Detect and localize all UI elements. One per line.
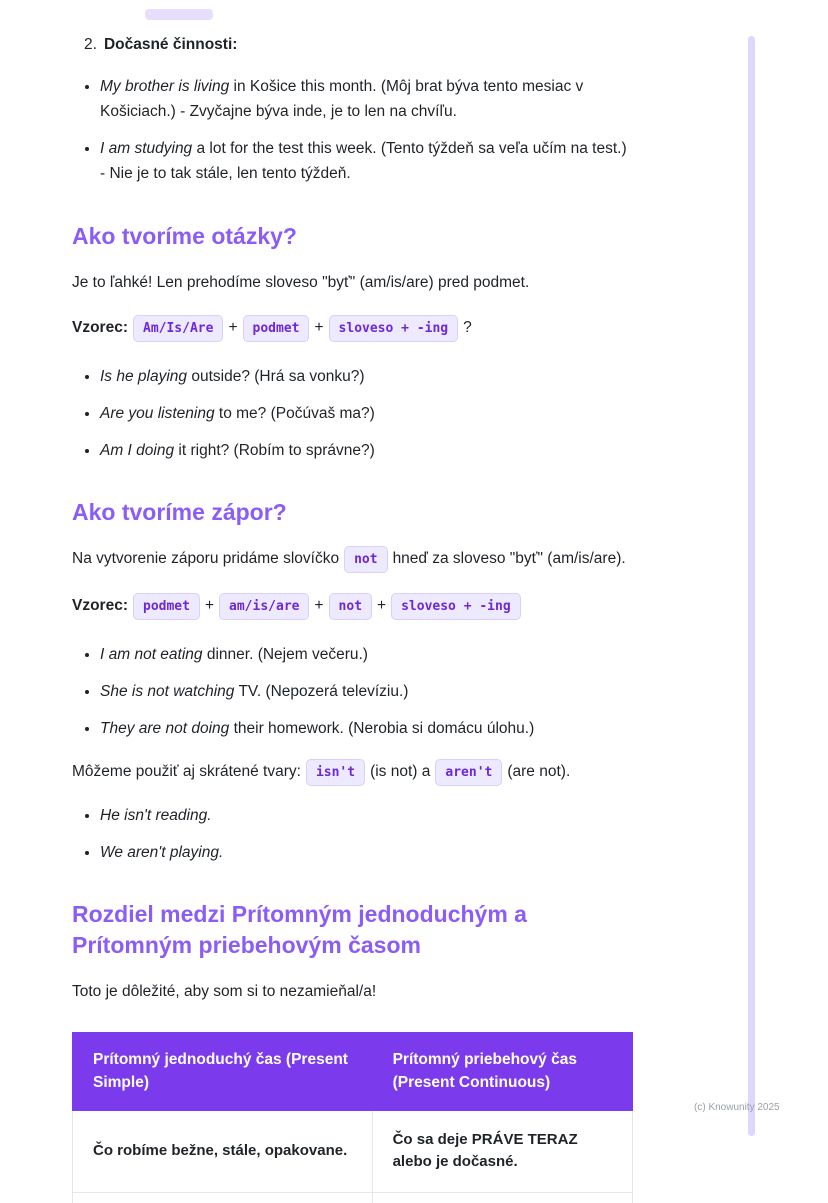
question-mark: ?: [463, 318, 472, 336]
bullet-list-questions: [72, 364, 633, 463]
top-remnant-chip: [145, 9, 213, 20]
example-phrase: He isn't reading.: [100, 806, 212, 824]
list-item: [100, 679, 633, 704]
list-item: [100, 803, 633, 828]
example-text: outside? (Hrá sa vonku?): [187, 367, 365, 385]
intro-text-after: hneď za sloveso "byť" (am/is/are).: [392, 550, 626, 568]
bullet-list-negation: [72, 642, 633, 741]
formula-negation: [72, 593, 633, 620]
code-chip: sloveso + -ing: [329, 315, 459, 342]
example-phrase: They are not doing: [100, 720, 230, 738]
table-cell: Čo robíme bežne, stále, opakovane.: [73, 1110, 373, 1192]
copyright-text: (c) Knowunity 2025: [694, 1102, 780, 1113]
short-forms-text: (is not) a: [370, 762, 431, 780]
list-item: [100, 136, 633, 186]
formula-label: Vzorec:: [72, 318, 128, 336]
comparison-table-body: [73, 1110, 633, 1203]
paragraph-negation-intro: [72, 546, 633, 573]
list-item: [100, 840, 633, 865]
example-phrase: We aren't playing.: [100, 843, 224, 861]
example-phrase: She is not watching: [100, 683, 235, 701]
bullet-list-temporary: [72, 74, 633, 186]
code-chip: podmet: [133, 593, 200, 620]
code-chip: podmet: [243, 315, 310, 342]
formula-questions: [72, 315, 633, 342]
table-row-partial: [73, 1192, 633, 1203]
table-cell: [372, 1192, 632, 1203]
short-forms-text: (are not).: [507, 762, 571, 780]
short-forms-text: Môžeme použiť aj skrátené tvary:: [72, 762, 301, 780]
table-cell: [73, 1192, 373, 1203]
list-item: [100, 401, 633, 426]
code-chip: isn't: [306, 759, 365, 786]
list-item: [100, 74, 633, 124]
example-phrase: My brother is living: [100, 78, 230, 96]
plus-operator: +: [228, 318, 238, 336]
formula-label: Vzorec:: [72, 597, 128, 615]
example-phrase: Are you listening: [100, 404, 215, 422]
code-chip: am/is/are: [219, 593, 309, 620]
bullet-list-short-forms: [72, 803, 633, 865]
code-chip: Am/Is/Are: [133, 315, 223, 342]
list-item: [100, 642, 633, 667]
example-text: to me? (Počúvaš ma?): [214, 404, 375, 422]
comparison-table: [72, 1032, 633, 1203]
list-number: 2.: [84, 36, 97, 53]
table-header-cell: Prítomný priebehový čas (Present Continuous): [372, 1033, 632, 1111]
comparison-table-head: [73, 1033, 633, 1111]
section-heading-questions: Ako tvoríme otázky?: [72, 222, 297, 249]
paragraph-comparison-intro: Toto je dôležité, aby som si to nezamieňal/a!: [72, 982, 377, 1000]
code-chip: not: [344, 546, 387, 573]
code-chip: sloveso + -ing: [391, 593, 521, 620]
table-row: [73, 1110, 633, 1192]
example-text: a lot for the test this week. (Tento týždeň sa veľa učím na test.) - Nie je to tak stále, len tento týždeň.: [100, 140, 627, 183]
code-chip: aren't: [435, 759, 502, 786]
example-phrase: Am I doing: [100, 441, 175, 459]
section-heading-comparison: Rozdiel medzi Prítomným jednoduchým a Prítomným priebehovým časom: [72, 900, 527, 958]
intro-text-before: Na vytvorenie záporu pridáme slovíčko: [72, 550, 340, 568]
plus-operator: +: [204, 597, 215, 615]
code-chip: not: [329, 593, 372, 620]
example-text: it right? (Robím to správne?): [174, 441, 375, 459]
table-header-row: [73, 1033, 633, 1111]
paragraph-short-forms: [72, 759, 633, 786]
plus-operator: +: [314, 318, 324, 336]
table-cell: Čo sa deje PRÁVE TERAZ alebo je dočasné.: [372, 1110, 632, 1192]
numbered-list-item: [84, 32, 633, 57]
page-edge-bar: [748, 36, 755, 1136]
list-item: [100, 438, 633, 463]
example-text: TV. (Nepozerá televíziu.): [234, 683, 409, 701]
list-item-title: Dočasné činnosti:: [103, 36, 238, 53]
example-phrase: I am not eating: [100, 646, 203, 664]
section-heading-negation: Ako tvoríme zápor?: [72, 499, 287, 526]
table-header-cell: Prítomný jednoduchý čas (Present Simple): [73, 1033, 373, 1111]
example-phrase: Is he playing: [100, 367, 188, 385]
example-text: their homework. (Nerobia si domácu úlohu.): [229, 720, 535, 738]
document-content: [72, 24, 633, 1203]
list-item: [100, 364, 633, 389]
example-text: in Košice this month. (Môj brat býva tento mesiac v Košiciach.) - Zvyčajne býva inde, je to len na chvíľu.: [100, 78, 584, 121]
example-text: dinner. (Nejem večeru.): [202, 646, 368, 664]
example-phrase: I am studying: [100, 140, 193, 158]
plus-operator: +: [314, 597, 324, 615]
plus-operator: +: [377, 597, 387, 615]
list-item: [100, 716, 633, 741]
paragraph-questions-intro: Je to ľahké! Len prehodíme sloveso "byť" (am/is/are) pred podmet.: [72, 273, 530, 291]
